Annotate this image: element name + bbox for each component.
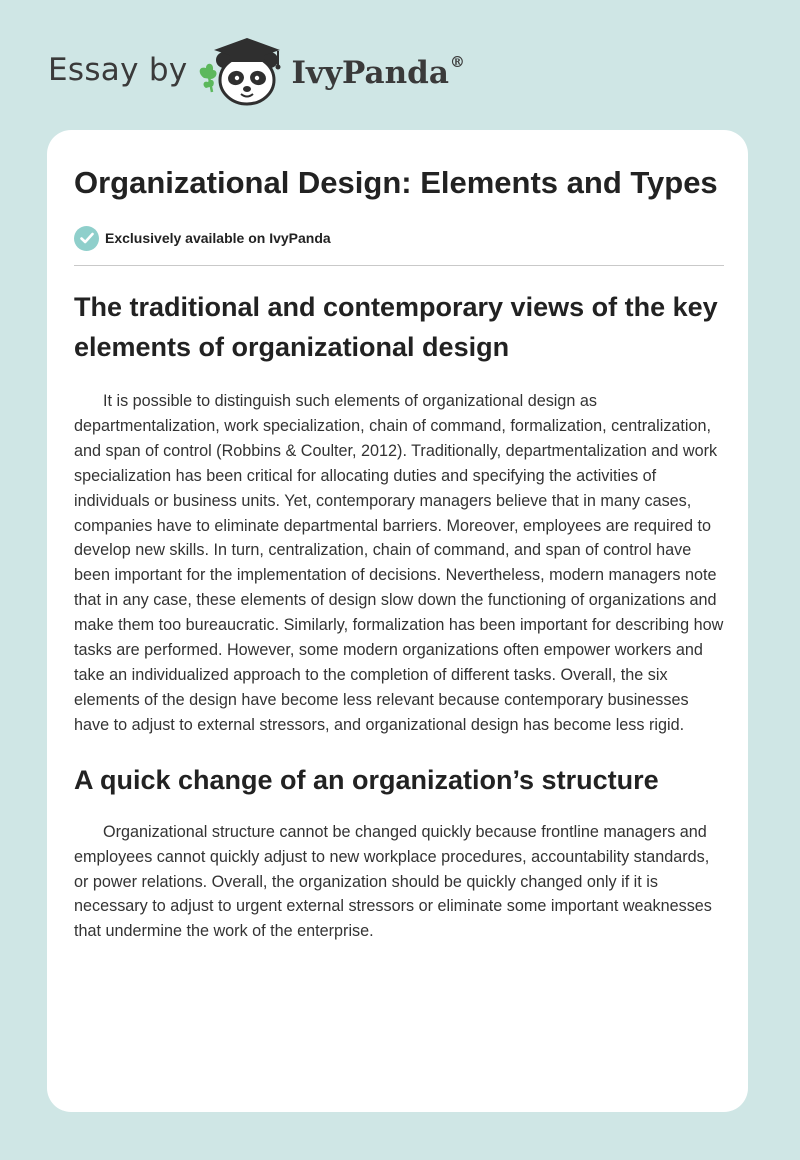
divider [74, 265, 724, 266]
section-heading: The traditional and contemporary views of the key elements of organizational design [74, 292, 718, 362]
section-heading: A quick change of an organization’s structure [74, 764, 659, 795]
exclusive-label: Exclusively available on IvyPanda [105, 230, 331, 246]
exclusive-badge [74, 224, 724, 252]
check-icon [74, 226, 99, 251]
essay-by-label: Essay by [48, 52, 188, 88]
site-header [48, 30, 465, 110]
essay-content [74, 162, 724, 944]
panda-logo-icon[interactable] [194, 30, 290, 110]
brand-name[interactable] [292, 55, 465, 91]
section-paragraph: Organizational structure cannot be changed quickly because frontline managers and employees cannot quickly adjust to new workplace procedures, accountability standards, or power relations. Overall, the organization should be quickly changed only if it is necessary to adjust to urgent external stressors or eliminate some important weaknesses that undermine the work of the enterprise. [74, 822, 712, 941]
ivy-leaf-icon [199, 64, 216, 92]
brand-text: IvyPanda [291, 55, 449, 91]
essay-title: Organizational Design: Elements and Types [74, 165, 718, 200]
section-paragraph: It is possible to distinguish such elements of organizational design as departmentalization, work specialization, chain of command, formalization, centralization, and span of control (Robbins & Coulter, 2012). Traditionally, departmentalization and work specialization has been critical for allocating duties and specifying the activities of individuals or business units. Yet, contemporary managers believe that in many cases, companies have to eliminate departmental barriers. Moreover, employees are required to develop new skills. In turn, centralization, chain of command, and span of control have been important for the implementation of decisions. Nevertheless, modern managers note that in any case, these elements of design slow down the functioning of organizations and make them too bureaucratic. Similarly, formalization has been important for describing how tasks are performed. However, some modern organizations often empower workers and take an individualized approach to the completion of different tasks. Overall, the six elements of the design have become less relevant because contemporary businesses have to adjust to external stressors, and organizational design has become less rigid. [74, 392, 724, 734]
essay-card [47, 130, 748, 1112]
registered-mark: ® [449, 53, 465, 71]
